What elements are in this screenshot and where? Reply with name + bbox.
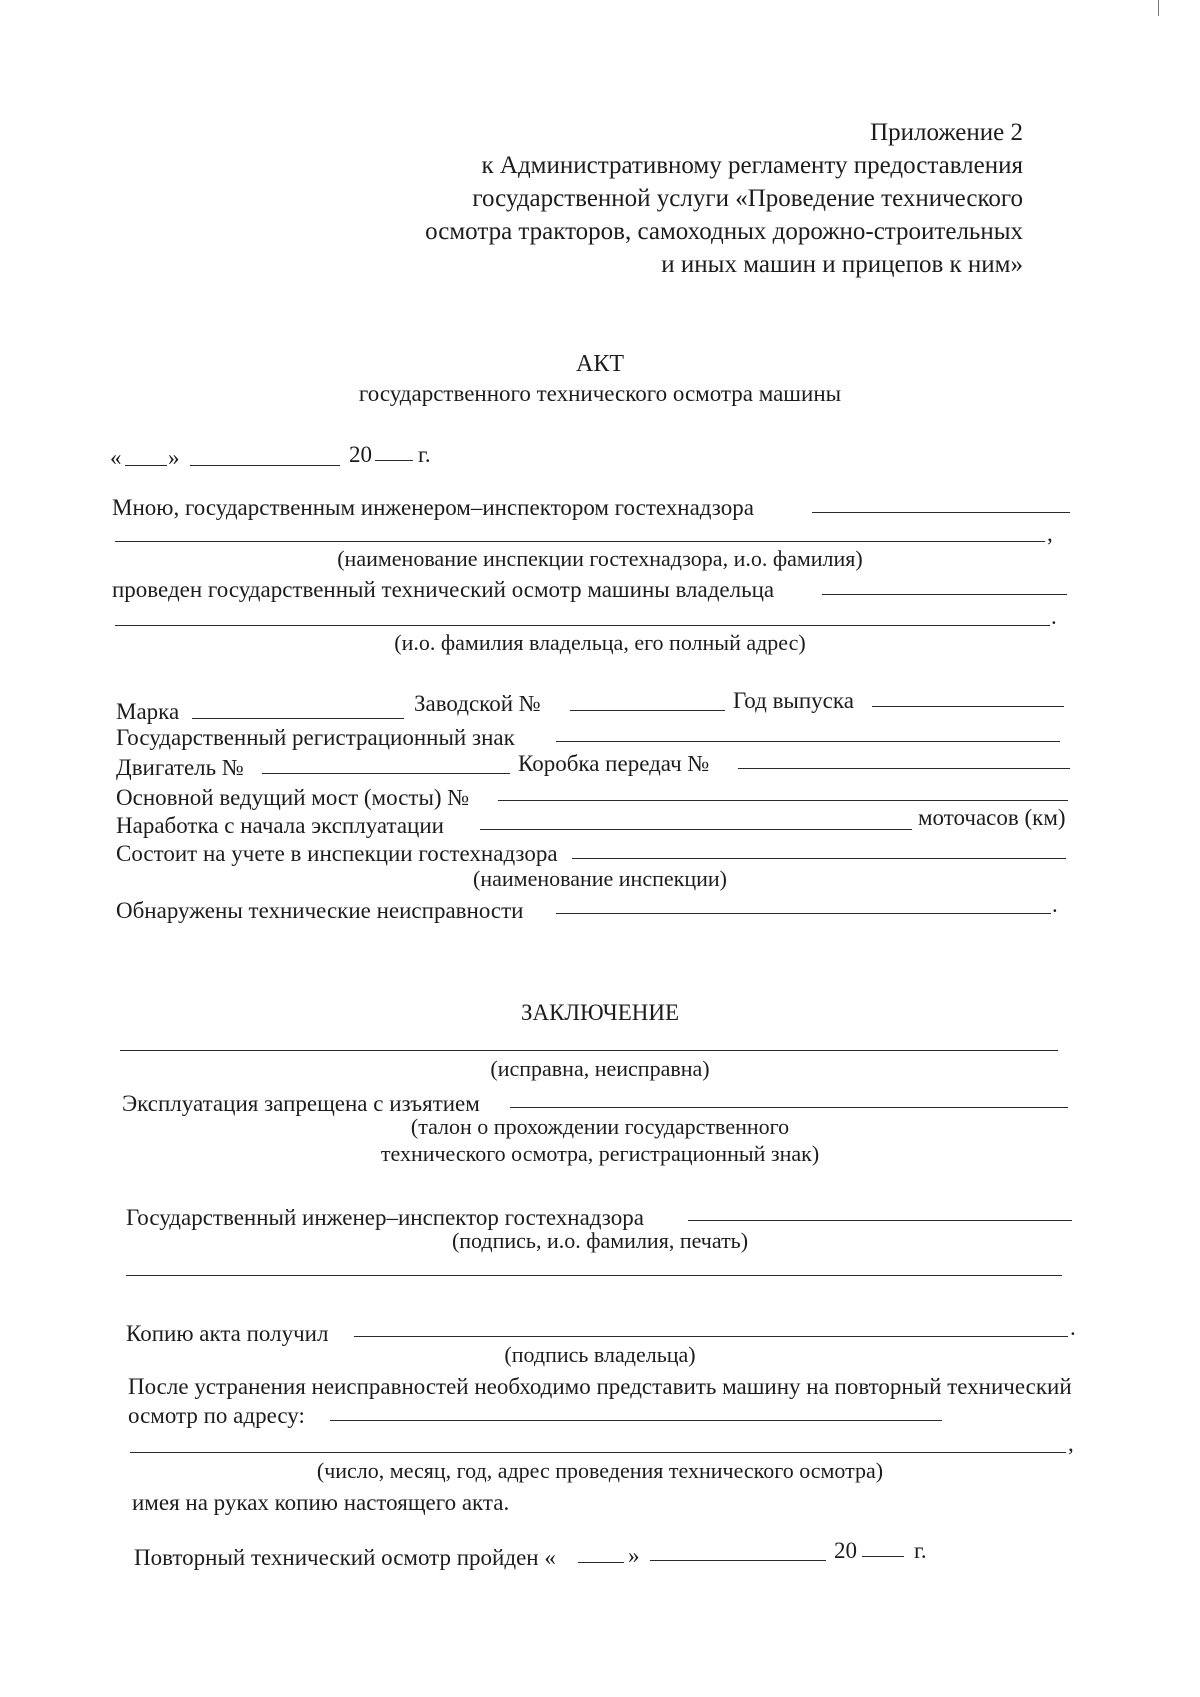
reinspection-trailing-comma: , <box>1068 1431 1074 1456</box>
owner-label: проведен государственный технический осмотр машины владельца <box>112 577 775 602</box>
hours-field[interactable] <box>480 829 912 830</box>
passed-label: Повторный технический осмотр пройден « <box>134 1545 556 1570</box>
passed-year-prefix: 20 <box>834 1538 857 1563</box>
prohibited-caption-line-1: (талон о прохождении государственного <box>410 1114 790 1139</box>
reinspection-text: После устранения неисправностей необходимо представить машину на повторный технический <box>128 1374 1072 1399</box>
reinspection-address-label: осмотр по адресу: <box>128 1403 305 1428</box>
registered-label: Состоит на учете в инспекции гостехнадзора <box>116 841 558 866</box>
conclusion-status-field[interactable] <box>120 1050 1058 1051</box>
year-field[interactable] <box>872 706 1064 707</box>
conclusion-title: ЗАКЛЮЧЕНИЕ <box>520 1000 680 1025</box>
date-year-prefix: 20 <box>349 442 372 467</box>
reg-sign-field[interactable] <box>556 741 1060 742</box>
gearbox-field[interactable] <box>738 768 1070 769</box>
year-label: Год выпуска <box>733 688 854 713</box>
owner-caption: (и.о. фамилия владельца, его полный адрес) <box>394 630 806 655</box>
date-year-suffix: г. <box>418 442 431 467</box>
inspector-caption: (наименование инспекции гостехнадзора, и.о. фамилия) <box>337 546 863 571</box>
passed-year-suffix: г. <box>914 1538 927 1563</box>
prohibited-label: Эксплуатация запрещена с изъятием <box>122 1091 480 1116</box>
date-close-quote: » <box>168 445 180 470</box>
inspector-name-field[interactable] <box>812 512 1070 513</box>
inspector-label: Мною, государственным инженером–инспектором гостехнадзора <box>112 495 754 520</box>
gearbox-label: Коробка передач № <box>518 751 710 776</box>
registered-caption: (наименование инспекции) <box>473 866 727 891</box>
act-title: АКТ <box>576 351 624 377</box>
act-subtitle: государственного технического осмотра машины <box>358 381 842 406</box>
scan-edge-mark <box>1158 0 1159 16</box>
brand-field[interactable] <box>192 718 404 719</box>
inspector-name-field-continued[interactable] <box>115 541 1045 542</box>
prohibited-caption-line-2: технического осмотра, регистрационный знак) <box>380 1141 820 1166</box>
passed-year-field[interactable] <box>862 1556 904 1557</box>
owner-field[interactable] <box>822 594 1067 595</box>
copy-signature-field[interactable] <box>354 1336 1068 1337</box>
defects-field[interactable] <box>556 913 1051 914</box>
appendix-title: Приложение 2 <box>870 119 1023 146</box>
signer-label: Государственный инженер–инспектор гостехнадзора <box>126 1205 644 1230</box>
passed-month-field[interactable] <box>650 1560 826 1561</box>
signer-field[interactable] <box>688 1220 1072 1221</box>
appendix-line-4: и иных машин и прицепов к ним» <box>661 251 1023 278</box>
inspector-trailing-comma: , <box>1047 521 1053 546</box>
owner-trailing-period: . <box>1051 604 1057 629</box>
owner-field-continued[interactable] <box>115 625 1050 626</box>
date-day-field[interactable] <box>125 465 167 466</box>
defects-label: Обнаружены технические неисправности <box>116 898 524 923</box>
reg-sign-label: Государственный регистрационный знак <box>116 725 515 750</box>
prohibited-field[interactable] <box>510 1107 1068 1108</box>
date-year-field[interactable] <box>375 460 413 461</box>
serial-label: Заводской № <box>414 691 541 716</box>
appendix-line-3: осмотра тракторов, самоходных дорожно-строительных <box>425 218 1023 245</box>
reinspection-address-field[interactable] <box>330 1420 942 1421</box>
hours-label: Наработка с начала эксплуатации <box>116 813 444 838</box>
passed-close-quote: » <box>628 1543 640 1568</box>
signer-caption: (подпись, и.о. фамилия, печать) <box>451 1228 749 1253</box>
engine-label: Двигатель № <box>116 755 244 780</box>
engine-field[interactable] <box>262 773 510 774</box>
signer-field-continued[interactable] <box>126 1275 1062 1276</box>
passed-day-field[interactable] <box>578 1562 624 1563</box>
registered-field[interactable] <box>572 858 1066 859</box>
serial-field[interactable] <box>570 710 725 711</box>
appendix-line-1: к Административному регламенту предоставления <box>481 152 1023 179</box>
axle-label: Основной ведущий мост (мосты) № <box>116 785 470 810</box>
reinspection-address-field-continued[interactable] <box>130 1452 1066 1453</box>
conclusion-status-caption: (исправна, неисправна) <box>490 1056 710 1081</box>
brand-label: Марка <box>116 699 180 724</box>
hours-unit: моточасов (км) <box>918 805 1066 830</box>
copy-caption: (подпись владельца) <box>504 1342 696 1367</box>
reinspection-caption: (число, месяц, год, адрес проведения технического осмотра) <box>316 1458 884 1483</box>
appendix-line-2: государственной услуги «Проведение технического <box>472 185 1023 212</box>
defects-trailing-period: . <box>1052 892 1058 917</box>
copy-trailing-period: . <box>1070 1315 1076 1340</box>
date-month-field[interactable] <box>190 465 340 466</box>
copy-note: имея на руках копию настоящего акта. <box>132 1490 510 1515</box>
date-open-quote: « <box>110 445 122 470</box>
axle-field[interactable] <box>498 800 1068 801</box>
copy-label: Копию акта получил <box>126 1321 329 1346</box>
